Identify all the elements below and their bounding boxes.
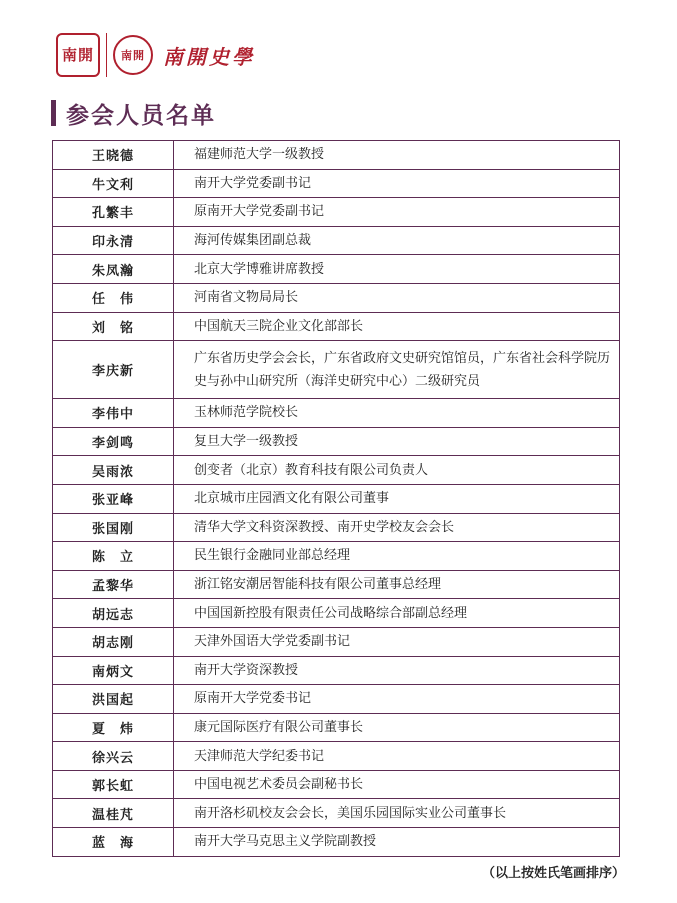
title-row	[51, 98, 216, 128]
attendee-name: 吴雨浓	[53, 456, 174, 485]
attendee-title: 清华大学文科资深教授、南开史学校友会会长	[174, 513, 620, 542]
table-row	[53, 255, 620, 284]
attendee-title: 玉林师范学院校长	[174, 399, 620, 428]
table-row	[53, 456, 620, 485]
attendee-title: 天津师范大学纪委书记	[174, 742, 620, 771]
table-row	[53, 685, 620, 714]
attendee-name: 郭长虹	[53, 770, 174, 799]
attendee-name: 陈 立	[53, 542, 174, 571]
attendee-name: 刘 铭	[53, 312, 174, 341]
table-row	[53, 141, 620, 170]
attendee-title: 原南开大学党委副书记	[174, 198, 620, 227]
table-row	[53, 770, 620, 799]
table-row	[53, 226, 620, 255]
attendee-name: 南炳文	[53, 656, 174, 685]
table-row	[53, 427, 620, 456]
table-row	[53, 713, 620, 742]
attendee-title: 南开大学资深教授	[174, 656, 620, 685]
attendee-name: 张亚峰	[53, 484, 174, 513]
attendee-name: 孟黎华	[53, 570, 174, 599]
attendee-name: 李剑鸣	[53, 427, 174, 456]
attendee-title: 河南省文物局局长	[174, 283, 620, 312]
attendee-title: 南开洛杉矶校友会会长，美国乐园国际实业公司董事长	[174, 799, 620, 828]
attendee-title: 福建师范大学一级教授	[174, 141, 620, 170]
attendee-name: 张国刚	[53, 513, 174, 542]
attendee-name: 徐兴云	[53, 742, 174, 771]
attendee-title: 原南开大学党委书记	[174, 685, 620, 714]
title-accent-bar	[51, 100, 56, 126]
attendee-title: 中国航天三院企业文化部部长	[174, 312, 620, 341]
attendee-title: 中国国新控股有限责任公司战略综合部副总经理	[174, 599, 620, 628]
table-row	[53, 828, 620, 857]
attendee-title: 南开大学党委副书记	[174, 169, 620, 198]
attendee-title: 创变者（北京）教育科技有限公司负责人	[174, 456, 620, 485]
attendee-name: 孔繁丰	[53, 198, 174, 227]
attendee-name: 胡远志	[53, 599, 174, 628]
table-row	[53, 399, 620, 428]
table-row	[53, 341, 620, 399]
table-row	[53, 656, 620, 685]
attendee-name: 朱凤瀚	[53, 255, 174, 284]
table-row	[53, 484, 620, 513]
table-row	[53, 570, 620, 599]
attendee-name: 印永清	[53, 226, 174, 255]
attendee-title: 浙江铭安潮居智能科技有限公司董事总经理	[174, 570, 620, 599]
sort-note: （以上按姓氏笔画排序）	[481, 866, 625, 881]
attendee-title: 广东省历史学会会长，广东省政府文史研究馆馆员，广东省社会科学院历史与孙中山研究所（海洋史研究中心）二级研究员	[174, 341, 620, 399]
attendee-table	[52, 140, 620, 857]
attendee-title: 海河传媒集团副总裁	[174, 226, 620, 255]
attendee-title: 复旦大学一级教授	[174, 427, 620, 456]
logo-text: 南開史學	[163, 44, 255, 69]
attendee-name: 洪国起	[53, 685, 174, 714]
table-row	[53, 169, 620, 198]
attendee-name: 任 伟	[53, 283, 174, 312]
attendee-title: 南开大学马克思主义学院副教授	[174, 828, 620, 857]
attendee-name: 牛文利	[53, 169, 174, 198]
attendee-title: 民生银行金融同业部总经理	[174, 542, 620, 571]
table-row	[53, 599, 620, 628]
table-row	[53, 742, 620, 771]
attendee-title: 中国电视艺术委员会副秘书长	[174, 770, 620, 799]
attendee-name: 王晓德	[53, 141, 174, 170]
header-logo	[56, 30, 255, 80]
badge-logo: 南開	[113, 35, 153, 75]
attendee-title: 康元国际医疗有限公司董事长	[174, 713, 620, 742]
attendee-name: 蓝 海	[53, 828, 174, 857]
table-row	[53, 542, 620, 571]
table-row	[53, 283, 620, 312]
table-row	[53, 198, 620, 227]
logo-divider	[106, 33, 107, 77]
attendee-name: 李伟中	[53, 399, 174, 428]
attendee-name: 李庆新	[53, 341, 174, 399]
seal-logo: 南開	[56, 33, 100, 77]
attendee-title: 北京城市庄园酒文化有限公司董事	[174, 484, 620, 513]
attendee-title: 天津外国语大学党委副书记	[174, 627, 620, 656]
attendee-title: 北京大学博雅讲席教授	[174, 255, 620, 284]
attendee-name: 夏 炜	[53, 713, 174, 742]
attendee-name: 温桂芃	[53, 799, 174, 828]
page-title: 参会人员名单	[66, 101, 216, 129]
table-row	[53, 799, 620, 828]
table-row	[53, 312, 620, 341]
table-row	[53, 627, 620, 656]
attendee-name: 胡志刚	[53, 627, 174, 656]
table-row	[53, 513, 620, 542]
